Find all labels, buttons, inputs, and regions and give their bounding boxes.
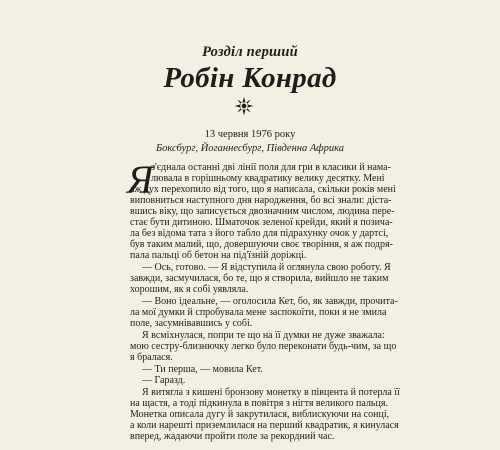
text-line: Я витягла з кишені бронзову монетку в півцента й потерла її bbox=[142, 387, 400, 398]
text-line: а коли нарешті приземлилася на перший квадратик, я кинулася bbox=[130, 420, 399, 431]
text-line: вшись віку, що записується двозначним числом, людина пере- bbox=[130, 206, 395, 217]
text-line: вперед, жадаючи пройти поле за рекордний час. bbox=[130, 431, 335, 442]
chapter-title: Робін Конрад bbox=[163, 62, 337, 94]
text-line: виповниться наступного дня народження, бо всі знали: діста- bbox=[130, 195, 392, 206]
text-line: пала пальці об бетон на під'їзній доріжці. bbox=[130, 250, 307, 261]
text-line: — Гаразд. bbox=[142, 375, 186, 386]
dateline-location: Боксбург, Йоганнесбург, Південна Африка bbox=[155, 143, 344, 154]
text-line: поле, засумнівавшись у собі. bbox=[130, 318, 253, 329]
text-line: був таким малий, що, довершуючи своє творіння, я аж подря- bbox=[130, 239, 393, 250]
star-ornament-icon bbox=[235, 97, 253, 115]
text-line: завжди, засмучилася, бо те, що я створила, вийшло не таким bbox=[130, 273, 389, 284]
dateline-date: 13 червня 1976 року bbox=[204, 129, 296, 140]
text-line: аж дух перехопило від того, що я написала, скільки років мені bbox=[130, 184, 396, 195]
text-line: — Ось, готово. — Я відступила й оглянула свою роботу. Я bbox=[142, 262, 391, 273]
text-line: — Воно ідеальне, — оголосила Кет, бо, як завжди, прочита- bbox=[142, 296, 398, 307]
text-line: ла без відома тата з його табло для підрахунку очок у дартсі, bbox=[130, 228, 389, 239]
text-line: на щастя, а тоді підкинула в повітря з нігтя великого пальця. bbox=[130, 398, 388, 409]
text-line: лювала в горішньому квадратику велику десятку. Мені bbox=[151, 173, 385, 184]
text-line: стає бути дитиною. Шматочок зеленої крейди, який я позича- bbox=[130, 217, 393, 228]
chapter-label: Розділ перший bbox=[202, 44, 298, 60]
text-line: з'єднала останні дві лінії поля для гри в класики й нама- bbox=[151, 162, 391, 173]
text-line: хорошим, як я собі уявляла. bbox=[130, 284, 249, 295]
text-line: мою сестру-близнючку легко було переконати будь-чим, за що bbox=[130, 341, 397, 352]
text-line: Монетка описала дугу й закрутилася, виблискуючи на сонці, bbox=[130, 409, 390, 420]
text-line: Я всміхнулася, попри те що на її думки не дуже зважала: bbox=[142, 330, 385, 341]
text-line: — Ти перша, — мовила Кет. bbox=[142, 364, 263, 375]
text-line: ла мої думки й спробувала мене заспокоїти, поки я не змила bbox=[130, 307, 387, 318]
text-line: я бралася. bbox=[130, 352, 173, 363]
drop-cap: Я bbox=[127, 157, 154, 202]
